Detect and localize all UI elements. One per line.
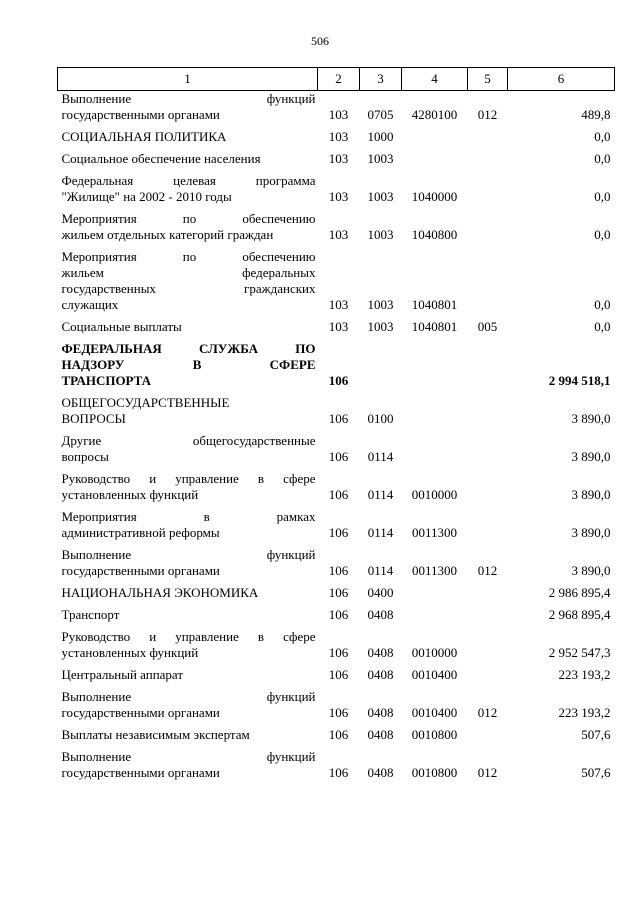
section-code: 1003 xyxy=(367,151,394,166)
description-line: вопросы xyxy=(61,449,109,464)
table-row xyxy=(58,395,615,433)
section-code: 1003 xyxy=(367,189,394,204)
header-col-6: 6 xyxy=(508,68,615,91)
description-line: жильем федеральных xyxy=(61,265,316,280)
amount: 223 193,2 xyxy=(558,705,611,720)
chapter-code: 106 xyxy=(328,607,349,622)
description-line: НАДЗОРУ В СФЕРЕ xyxy=(61,357,316,372)
description-line: жильем отдельных категорий граждан xyxy=(61,227,274,242)
amount: 3 890,0 xyxy=(571,411,611,426)
amount: 2 994 518,1 xyxy=(548,373,611,388)
expense-type-code: 012 xyxy=(477,107,498,122)
section-code: 0408 xyxy=(367,667,394,682)
chapter-code: 106 xyxy=(328,449,349,464)
description-line: ВОПРОСЫ xyxy=(61,411,126,426)
chapter-code: 106 xyxy=(328,487,349,502)
expense-type-code xyxy=(468,585,508,607)
description-line: Выполнение функций xyxy=(61,689,316,704)
target-article-code xyxy=(402,585,468,607)
amount: 3 890,0 xyxy=(571,487,611,502)
table-row xyxy=(58,129,615,151)
target-article-code: 4280100 xyxy=(411,107,458,122)
amount: 2 968 895,4 xyxy=(548,607,611,622)
row-description xyxy=(58,607,318,629)
expense-type-code xyxy=(468,433,508,471)
description-line: СОЦИАЛЬНАЯ ПОЛИТИКА xyxy=(61,129,227,144)
amount: 0,0 xyxy=(594,151,611,166)
table-row xyxy=(58,173,615,211)
section-code: 1000 xyxy=(367,129,394,144)
description-line: Руководство и управление в сфере xyxy=(61,471,316,486)
row-description xyxy=(58,129,318,151)
section-code: 0408 xyxy=(367,645,394,660)
header-col-1: 1 xyxy=(58,68,318,91)
description-line: "Жилище" на 2002 - 2010 годы xyxy=(61,189,232,204)
header-col-2: 2 xyxy=(318,68,360,91)
table-row xyxy=(58,211,615,249)
target-article-code: 0011300 xyxy=(411,525,458,540)
section-code: 0705 xyxy=(367,107,394,122)
row-description xyxy=(58,471,318,509)
amount: 507,6 xyxy=(581,727,611,742)
description-line: установленных функций xyxy=(61,487,199,502)
expense-type-code xyxy=(468,471,508,509)
table-row xyxy=(58,689,615,727)
row-description xyxy=(58,509,318,547)
target-article-code: 0010400 xyxy=(411,667,458,682)
expense-type-code xyxy=(468,607,508,629)
target-article-code: 1040000 xyxy=(411,189,458,204)
description-line: административной реформы xyxy=(61,525,220,540)
target-article-code: 0011300 xyxy=(411,563,458,578)
description-line: служащих xyxy=(61,297,119,312)
expense-type-code xyxy=(468,727,508,749)
amount: 3 890,0 xyxy=(571,563,611,578)
section-code: 0408 xyxy=(367,727,394,742)
target-article-code: 0010000 xyxy=(411,645,458,660)
row-description xyxy=(58,319,318,341)
expense-type-code: 012 xyxy=(477,563,498,578)
chapter-code: 103 xyxy=(328,107,349,122)
row-description xyxy=(58,629,318,667)
section-code: 0114 xyxy=(367,449,394,464)
table-row xyxy=(58,91,615,130)
table-row xyxy=(58,727,615,749)
table-row xyxy=(58,471,615,509)
chapter-code: 106 xyxy=(328,563,349,578)
description-line: Социальные выплаты xyxy=(61,319,182,334)
table-row xyxy=(58,509,615,547)
amount: 2 952 547,3 xyxy=(548,645,611,660)
header-row xyxy=(58,68,615,91)
description-line: Транспорт xyxy=(61,607,120,622)
description-line: Выполнение функций xyxy=(61,749,316,764)
chapter-code: 106 xyxy=(328,765,349,780)
description-line: Выполнение функций xyxy=(61,91,316,106)
row-description xyxy=(58,173,318,211)
target-article-code xyxy=(402,395,468,433)
chapter-code: 106 xyxy=(328,667,349,682)
expense-type-code xyxy=(468,667,508,689)
target-article-code xyxy=(402,341,468,395)
description-line: государственными органами xyxy=(61,107,220,122)
row-description xyxy=(58,395,318,433)
target-article-code: 0010000 xyxy=(411,487,458,502)
expense-type-code xyxy=(468,151,508,173)
section-code: 0408 xyxy=(367,705,394,720)
target-article-code xyxy=(402,607,468,629)
section-code: 0408 xyxy=(367,765,394,780)
row-description xyxy=(58,249,318,319)
amount: 3 890,0 xyxy=(571,525,611,540)
amount: 0,0 xyxy=(594,227,611,242)
row-description xyxy=(58,749,318,787)
description-line: государственных гражданских xyxy=(61,281,316,296)
section-code: 0408 xyxy=(367,607,394,622)
target-article-code xyxy=(402,433,468,471)
description-line: Выплаты независимым экспертам xyxy=(61,727,250,742)
target-article-code: 1040801 xyxy=(411,297,458,312)
amount: 0,0 xyxy=(594,297,611,312)
row-description xyxy=(58,151,318,173)
table-row xyxy=(58,607,615,629)
section-code: 0114 xyxy=(367,563,394,578)
expense-type-code xyxy=(468,173,508,211)
table-row xyxy=(58,341,615,395)
expense-type-code xyxy=(468,129,508,151)
amount: 3 890,0 xyxy=(571,449,611,464)
table-row xyxy=(58,629,615,667)
description-line: ТРАНСПОРТА xyxy=(61,373,152,388)
row-description xyxy=(58,585,318,607)
row-description xyxy=(58,433,318,471)
expense-type-code: 012 xyxy=(477,765,498,780)
row-description xyxy=(58,211,318,249)
chapter-code: 106 xyxy=(328,525,349,540)
description-line: ФЕДЕРАЛЬНАЯ СЛУЖБА ПО xyxy=(61,341,316,356)
amount: 2 986 895,4 xyxy=(548,585,611,600)
chapter-code: 103 xyxy=(328,319,349,334)
amount: 223 193,2 xyxy=(558,667,611,682)
table-row xyxy=(58,319,615,341)
row-description xyxy=(58,689,318,727)
description-line: Мероприятия по обеспечению xyxy=(61,211,316,226)
chapter-code: 103 xyxy=(328,297,349,312)
section-code: 0100 xyxy=(367,411,394,426)
row-description xyxy=(58,667,318,689)
amount: 0,0 xyxy=(594,129,611,144)
description-line: НАЦИОНАЛЬНАЯ ЭКОНОМИКА xyxy=(61,585,259,600)
description-line: установленных функций xyxy=(61,645,199,660)
row-description xyxy=(58,727,318,749)
amount: 507,6 xyxy=(581,765,611,780)
table-row xyxy=(58,249,615,319)
amount: 0,0 xyxy=(594,189,611,204)
chapter-code: 106 xyxy=(328,727,349,742)
budget-table xyxy=(57,67,615,787)
table-row xyxy=(58,151,615,173)
table-row xyxy=(58,667,615,689)
target-article-code: 0010800 xyxy=(411,765,458,780)
row-description xyxy=(58,91,318,130)
description-line: Руководство и управление в сфере xyxy=(61,629,316,644)
description-line: ОБЩЕГОСУДАРСТВЕННЫЕ xyxy=(61,395,230,410)
expense-type-code xyxy=(468,395,508,433)
chapter-code: 103 xyxy=(328,129,349,144)
expense-type-code xyxy=(468,211,508,249)
row-description xyxy=(58,341,318,395)
description-line: Федеральная целевая программа xyxy=(61,173,316,188)
row-description xyxy=(58,547,318,585)
amount: 0,0 xyxy=(594,319,611,334)
table-body xyxy=(58,91,615,788)
expense-type-code xyxy=(468,509,508,547)
header-col-5: 5 xyxy=(468,68,508,91)
chapter-code: 106 xyxy=(328,645,349,660)
description-line: государственными органами xyxy=(61,765,220,780)
description-line: государственными органами xyxy=(61,705,220,720)
chapter-code: 106 xyxy=(328,705,349,720)
expense-type-code xyxy=(468,629,508,667)
target-article-code: 1040800 xyxy=(411,227,458,242)
target-article-code: 0010400 xyxy=(411,705,458,720)
table-row xyxy=(58,433,615,471)
section-code xyxy=(360,341,402,395)
section-code: 0400 xyxy=(367,585,394,600)
table-row xyxy=(58,749,615,787)
page-number: 506 xyxy=(311,34,329,48)
expense-type-code xyxy=(468,249,508,319)
description-line: государственными органами xyxy=(61,563,220,578)
description-line: Выполнение функций xyxy=(61,547,316,562)
section-code: 0114 xyxy=(367,525,394,540)
target-article-code xyxy=(402,129,468,151)
chapter-code: 106 xyxy=(328,585,349,600)
description-line: Центральный аппарат xyxy=(61,667,184,682)
chapter-code: 103 xyxy=(328,151,349,166)
description-line: Мероприятия в рамках xyxy=(61,509,316,524)
chapter-code: 106 xyxy=(328,411,349,426)
section-code: 0114 xyxy=(367,487,394,502)
section-code: 1003 xyxy=(367,227,394,242)
table-row xyxy=(58,547,615,585)
table-row xyxy=(58,585,615,607)
description-line: Социальное обеспечение населения xyxy=(61,151,261,166)
target-article-code: 1040801 xyxy=(411,319,458,334)
expense-type-code: 012 xyxy=(477,705,498,720)
target-article-code xyxy=(402,151,468,173)
chapter-code: 103 xyxy=(328,189,349,204)
amount: 489,8 xyxy=(581,107,611,122)
chapter-code: 106 xyxy=(328,373,349,388)
expense-type-code xyxy=(468,341,508,395)
expense-type-code: 005 xyxy=(477,319,498,334)
header-col-4: 4 xyxy=(402,68,468,91)
target-article-code: 0010800 xyxy=(411,727,458,742)
description-line: Мероприятия по обеспечению xyxy=(61,249,316,264)
chapter-code: 103 xyxy=(328,227,349,242)
description-line: Другие общегосударственные xyxy=(61,433,316,448)
header-col-3: 3 xyxy=(360,68,402,91)
section-code: 1003 xyxy=(367,297,394,312)
section-code: 1003 xyxy=(367,319,394,334)
